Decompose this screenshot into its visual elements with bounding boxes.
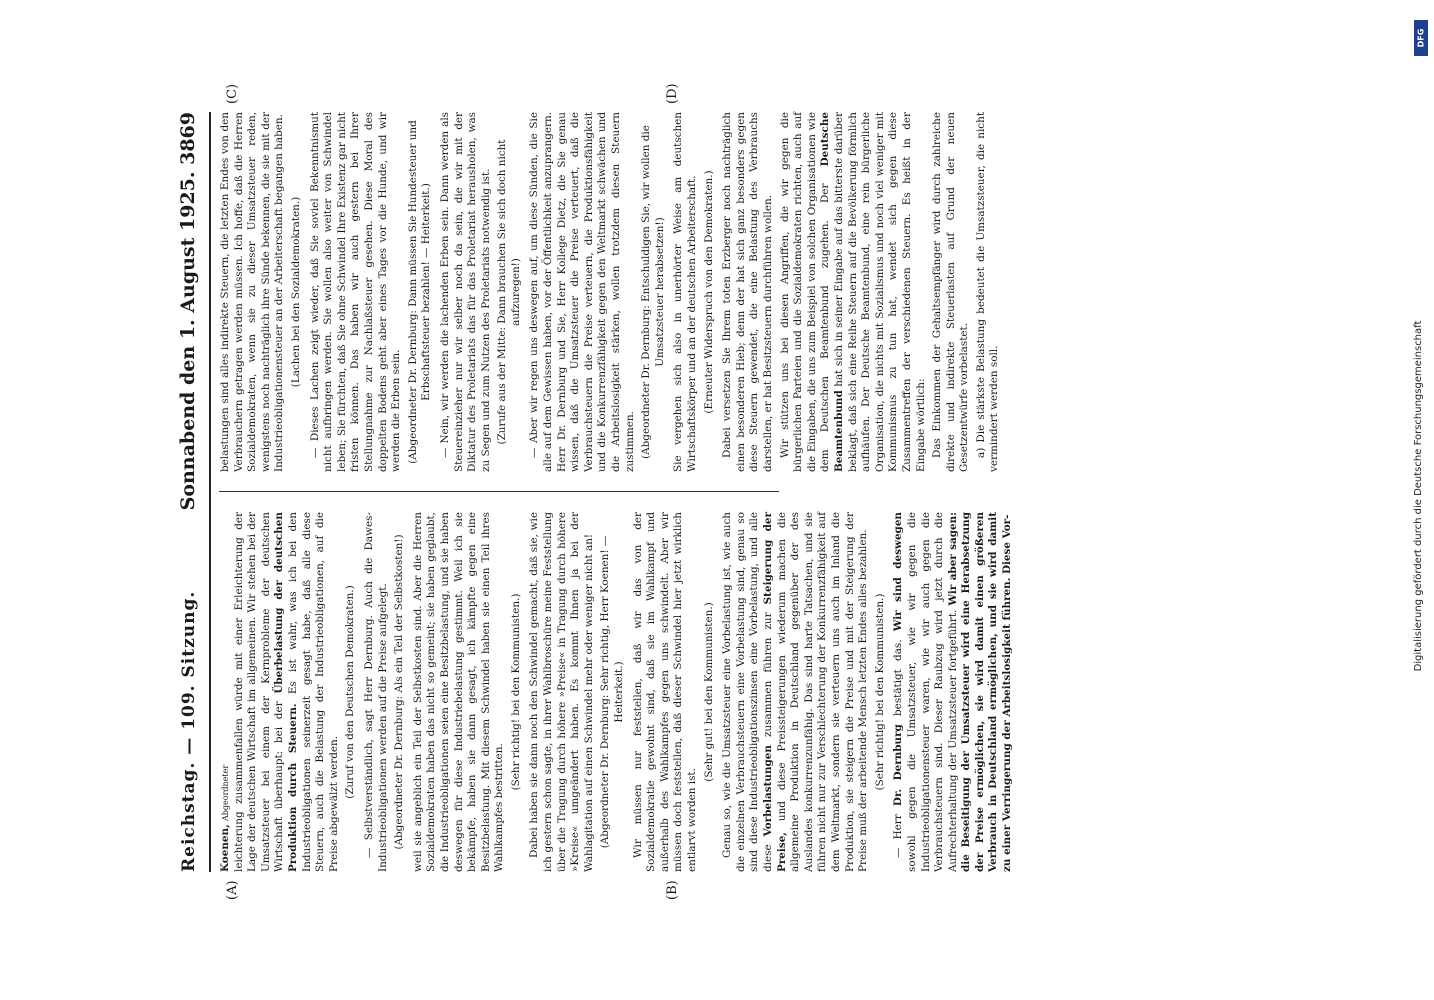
paragraph-text: zusammen führen zur <box>761 612 774 737</box>
bold-text: Deutsche Beamtenbund <box>819 112 845 472</box>
paragraph-text: und diese Preissteigerungen wiederum machen die allgemeine Produktion in Deutschland gegenüber der des Auslandes konkurrenzunfähig. Das sind harte Tatsachen, und sie führen nicht nur zur Verschlechterung der Konkurrenzfähigkeit auf dem Weltmarkt, sondern sie verteuern uns auch im Inland die Produktion, sie steigern die Preise und mit der Steigerung der Preise muß der arbeitende Mensch letzten Endes alles bezahlen. <box>775 511 870 872</box>
header-right: Sonnabend den 1. August 1925. 3869 <box>177 112 199 511</box>
newspaper-page <box>77 70 1357 930</box>
paragraph <box>219 512 341 872</box>
interjection: (Erneuter Widerspruch von den Demokraten.) <box>702 170 715 414</box>
column-left <box>219 512 1018 872</box>
paragraph-text: Wir stützen uns bei diesen Angriffen, die wir gegen die bürgerlichen Parteien und die Sozialdemokraten richten, auch auf die Eingaben, die uns zum Beispiel von solchen Organisationen wie dem Deutschen Beamtenbund zugehen. Der <box>778 112 832 472</box>
bold-text: Steigerung der Preise, <box>761 512 788 872</box>
margin-mark-b: (B) <box>665 880 680 900</box>
bold-text: Wir aber sagen: die Beseitigung der Umsatzsteuer wird eine Herabsetzung der Preise ermöglichen, sie wird damit einen größeren Verbrauch in Deutschland ermöglichen, und sie wird damit zu einer Verringerung der Arbeitslosigkeit führen. Diese Vor- <box>946 511 1014 872</box>
paragraph: belastungen sind alles indirekte Steuern, die letzten Endes von den Verbrauchern getragen werden müssen. Ich hoffe, daß die Herren Sozialdemokraten, wenn sie zu dieser Umsatzsteuer reden, wenigstens noch nachträglich ihre Sünde bekennen, die sie mit der Industrieobligationensteuer an der Arbeiterschaft begangen haben. <box>219 112 286 472</box>
bold-text: Dr. Dernburg <box>892 724 905 807</box>
paragraph: — Dieses Lachen zeigt wieder, daß Sie soviel Bekenntnismut nicht aufbringen werden. Sie wollen also weiter von Schwindel leben; Sie fürchten, daß Sie ohne Schwindel Ihre Existenz gar nicht fristen können. Das haben wir auch gestern bei Ihrer Stellungnahme zur Nachlaßsteuer gesehen. Diese Moral des doppelten Bodens geht aber eines Tages vor die Hunde, und wir werden die Erben sein. <box>308 112 403 472</box>
paragraph-text: Genau so, wie die Umsatzsteuer eine Vorbelastung ist, wie auch die einzelnen Verbrauchsteuern eine Vorbelastung sind, genau so sind diese Industrieobligationszinsen eine Vorbelastung, und alle diese <box>721 512 774 872</box>
quoted-paragraph: a) Die stärkste Belastung bedeutet die Umsatzsteuer, die nicht vermindert werden soll. <box>974 112 1001 472</box>
interjection: (Sehr gut! bei den Kommunisten.) <box>702 602 715 782</box>
margin-mark-a: (A) <box>225 880 240 900</box>
interjection: (Abgeordneter Dr. Dernburg: Entschuldigen Sie, wir wollen die Umsatzsteuer herabsetzen!) <box>640 125 666 459</box>
paragraph-text: Es ist wahr, was ich bei den Industrieobligationen seinerzeit gesagt habe, daß alle diese Steuern, auch die Belastung der Industrieobligationen, auf die Preise abgewälzt werden. <box>286 512 340 872</box>
column-divider <box>219 491 779 492</box>
quoted-paragraph: Das Einkommen der Gehaltsempfänger wird durch zahlreiche direkte und indirekte Steuerlasten auf Grund der neuen Gesetzentwürfe vorbelastet. <box>931 112 971 472</box>
dfg-logo-text: DFG <box>1416 28 1426 48</box>
paragraph: Sie vergehen sich also in unerhörter Weise am deutschen Wirtschaftskörper und an der deutschen Arbeiterschaft. <box>672 112 698 472</box>
header-left: Reichstag. — 109. Sitzung. <box>179 590 199 872</box>
paragraph <box>779 112 929 472</box>
margin-mark-c: (C) <box>225 83 240 104</box>
bold-text: Überbelastung der deutschen Produktion durch Steuern. <box>273 512 299 872</box>
interjection: (Zurufe aus der Mitte: Dann brauchen Sie sich doch nicht aufzuregen!) <box>496 139 522 445</box>
paragraph <box>892 512 1014 872</box>
speaker-role: Abgeordneter <box>221 764 230 821</box>
paragraph-text: — Herr <box>892 814 905 858</box>
paragraph-text: leichterung zusammenfallen würde mit einer Erleichterung der Lage der deutschen Wirtschaft im allgemeinen. Wir stehen bei der Umsatzsteuer bei einem der Kernprobleme der deutschen Wirtschaft überhaupt: bei der <box>232 512 286 872</box>
paragraph: Wir müssen nur feststellen, daß wir das von der Sozialdemokratie gewohnt sind, daß sie im Wahlkampf und außerhalb des Wahlkampfes gegen uns schwindelt. Aber wir müssen doch feststellen, daß dieser Schwindel hier jetzt wirklich entlarvt worden ist. <box>631 512 698 872</box>
digitization-credit <box>1413 0 1429 996</box>
paragraph-text: bestätigt das. <box>892 639 905 716</box>
column-right <box>219 112 1005 472</box>
paragraph: — Selbstverständlich, sagt Herr Dernburg. Auch die Dawes-Industrieobligationen werden auf die Preise aufgelegt. <box>362 512 389 872</box>
interjection: (Sehr richtig! bei den Kommunisten.) <box>509 593 522 791</box>
credit-text: Digitalisierung gefördert durch die Deutsche Forschungsgemeinschaft <box>1413 320 1424 672</box>
paragraph: Dabei versetzen Sie Ihrem toten Erzberger noch nachträglich einen besonderen Hieb; denn der hat sich ganz besonders gegen diese Steuern gewendet, die eine Belastung des Verbrauchs darstellen, er hat Besitzsteuern durchführen wollen. <box>721 112 774 472</box>
paragraph: — Aber wir regen uns deswegen auf, um diese Sünden, die Sie alle auf dem Gewissen haben, vor der Öffentlichkeit anzuprangern. Herr Dr. Dernburg und Sie, Herr Kollege Dietz, die Sie genau wissen, daß die Umsatzsteuer die Preise verteuert, daß die Verbrauchsteuern die Preise verteuern, die Produktionsfähigkeit und die Konkurrenzfähigkeit gegen den Weltmarkt schwächen und die Arbeitslosigkeit stärken, wollen trotzdem diesen Steuern zustimmen. <box>528 112 636 472</box>
paragraph: Dabei haben sie dann noch den Schwindel gemacht, daß sie, wie ich gestern schon sagte, in ihrer Wahlbroschüre meine Feststellung über die Tragung durch höhere »Preise« in Tragung durch höhere »Kreise« umgeändert haben. Es kommt Ihnen ja bei der Wahlagitation auf einen Schwindel mehr oder weniger nicht an! <box>528 512 595 872</box>
interjection: (Sehr richtig! bei den Kommunisten.) <box>873 593 886 791</box>
paragraph-text: sowohl gegen die Umsatzsteuer, wie wir gegen die Industrieobligationensteuer waren, wie wir auch gegen die Verbrauchsteuern sind. Dieser Raubzug wird jetzt durch die Aufrechterhaltung der Umsatzsteuer fortgeführt. <box>905 512 959 872</box>
paragraph <box>721 512 871 872</box>
interjection: (Abgeordneter Dr. Dernburg: Dann müssen Sie Hundesteuer und Erbschaftsteuer bezahlen! — Heiterkeit.) <box>406 120 433 464</box>
interjection: (Abgeordneter Dr. Dernburg: Als ein Teil der Selbstkosten!) <box>393 534 406 850</box>
interjection: (Abgeordneter Dr. Dernburg: Sehr richtig, Herr Koenen! — Heiterkeit.) <box>599 535 626 849</box>
interjection: (Lachen bei den Sozialdemokraten.) <box>289 196 302 388</box>
paragraph: — Nein, wir werden die lachenden Erben sein. Dann werden als Steuereinzieher nur wir selber noch da sein, die wir mit der Diktatur des Proletariats das für das Proletariat herausholen, was zu Segen und zum Nutzen des Proletariats notwendig ist. <box>438 112 492 472</box>
paragraph: weil sie angeblich ein Teil der Selbstkosten sind. Aber die Herren Sozialdemokraten haben das nicht so gemeint; sie haben geglaubt, die Industrieobligationen seien eine Besitzbelastung, und sie haben deswegen für diese Industriebelastung gestimmt. Weil ich sie bekämpfe, haben sie dann gesagt, ich kämpfte gegen eine Besitzbelastung. Mit diesem Schwindel haben sie einen Teil ihres Wahlkampfes bestritten. <box>411 512 506 872</box>
speaker-name: Koenen, <box>219 824 231 872</box>
margin-mark-d: (D) <box>665 83 680 104</box>
header-rule <box>209 112 211 872</box>
bold-text: Vorbelastungen <box>761 745 774 837</box>
bold-text: Wir sind deswegen <box>892 512 905 632</box>
page-header <box>173 112 203 872</box>
paragraph-text: hat sich in seiner Eingabe auf das bitterste darüber beklagt, daß sich eine Reihe Steuern auf die Bevölkerung förmlich aufhäufen. Der Deutsche Beamtenbund, eine rein bürgerliche Organisation, die nichts mit Sozialismus und noch viel weniger mit Kommunismus zu tun hat, wendet sich gegen diese Zusammentreffen der verschiedenen Steuern. Es heißt in der Eingabe wörtlich: <box>832 112 927 472</box>
interjection: (Zuruf von den Deutschen Demokraten.) <box>344 585 357 799</box>
